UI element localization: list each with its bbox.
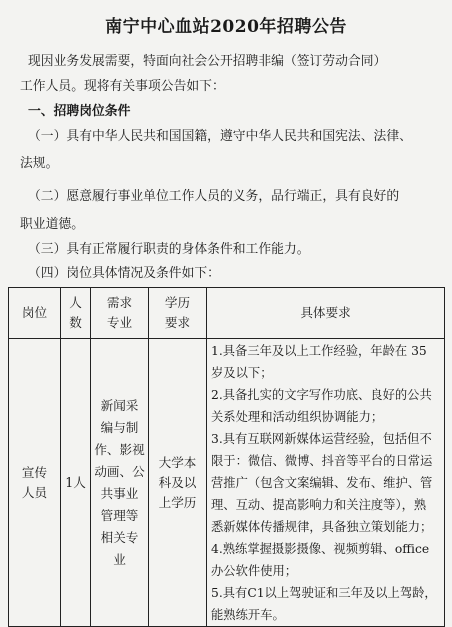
- section-heading: 一、招聘岗位条件: [28, 104, 131, 119]
- cell-major: 新闻采 编与制 作、影视 动画、公 共事业 管理等 相关专 业: [91, 339, 149, 627]
- intro-line-2: 工作人员。现将有关事项公告如下：: [20, 79, 225, 94]
- requirements-table: [8, 287, 445, 627]
- header-education: 学历 要求: [149, 288, 207, 339]
- requirement-line: 关系处理和活动组织协调能力；: [211, 410, 384, 424]
- cell-count: 1人: [61, 339, 91, 627]
- requirement-line: 2.具备扎实的文字写作功底、良好的公共: [211, 388, 432, 402]
- condition-3: （三）具有正常履行职责的身体条件和工作能力。: [28, 242, 310, 257]
- requirement-line: 营推广（包含文案编辑、发布、维护、管: [211, 476, 433, 490]
- requirement-line: 能熟练开车。: [211, 608, 285, 622]
- cell-requirements: [207, 339, 445, 627]
- page-title: 南宁中心血站2020年招聘公告: [105, 17, 347, 37]
- intro-line-1: 现因业务发展需要，特面向社会公开招聘非编（签订劳动合同）: [28, 54, 387, 69]
- condition-2-line-1: （二）愿意履行事业单位工作人员的义务，品行端正，具有良好的: [28, 189, 400, 204]
- condition-1-line-2: 法规。: [20, 156, 59, 171]
- header-major: 需求 专业: [91, 288, 149, 339]
- requirement-line: 限于：微信、微博、抖音等平台的日常运: [211, 454, 433, 468]
- cell-position: 宣传 人员: [9, 339, 61, 627]
- requirement-line: 4.熟练掌握摄影摄像、视频剪辑、office: [211, 542, 430, 556]
- table-header-row: [9, 288, 445, 339]
- header-count: 人 数: [61, 288, 91, 339]
- requirement-line: 岁及以下；: [211, 366, 273, 380]
- requirement-line: 悉新媒体传播规律，具备独立策划能力；: [211, 520, 433, 534]
- cell-education: 大学本 科及以 上学历: [149, 339, 207, 627]
- condition-2-line-2: 职业道德。: [20, 217, 84, 232]
- condition-1-line-1: （一）具有中华人民共和国国籍，遵守中华人民共和国宪法、法律、: [28, 129, 412, 144]
- condition-4: （四）岗位具体情况及条件如下：: [28, 266, 220, 281]
- header-requirements: 具体要求: [207, 288, 445, 339]
- table-row: [9, 339, 445, 627]
- requirement-line: 理、互动、提高影响力和关注度等），熟: [211, 498, 427, 512]
- requirement-line: 办公软件使用；: [211, 564, 298, 578]
- requirement-line: 1.具备三年及以上工作经验，年龄在 35: [211, 344, 427, 358]
- requirement-line: 5.具有C1以上驾驶证和三年及以上驾龄，: [211, 586, 437, 600]
- header-position: 岗位: [9, 288, 61, 339]
- requirement-line: 3.具有互联网新媒体运营经验，包括但不: [211, 432, 432, 446]
